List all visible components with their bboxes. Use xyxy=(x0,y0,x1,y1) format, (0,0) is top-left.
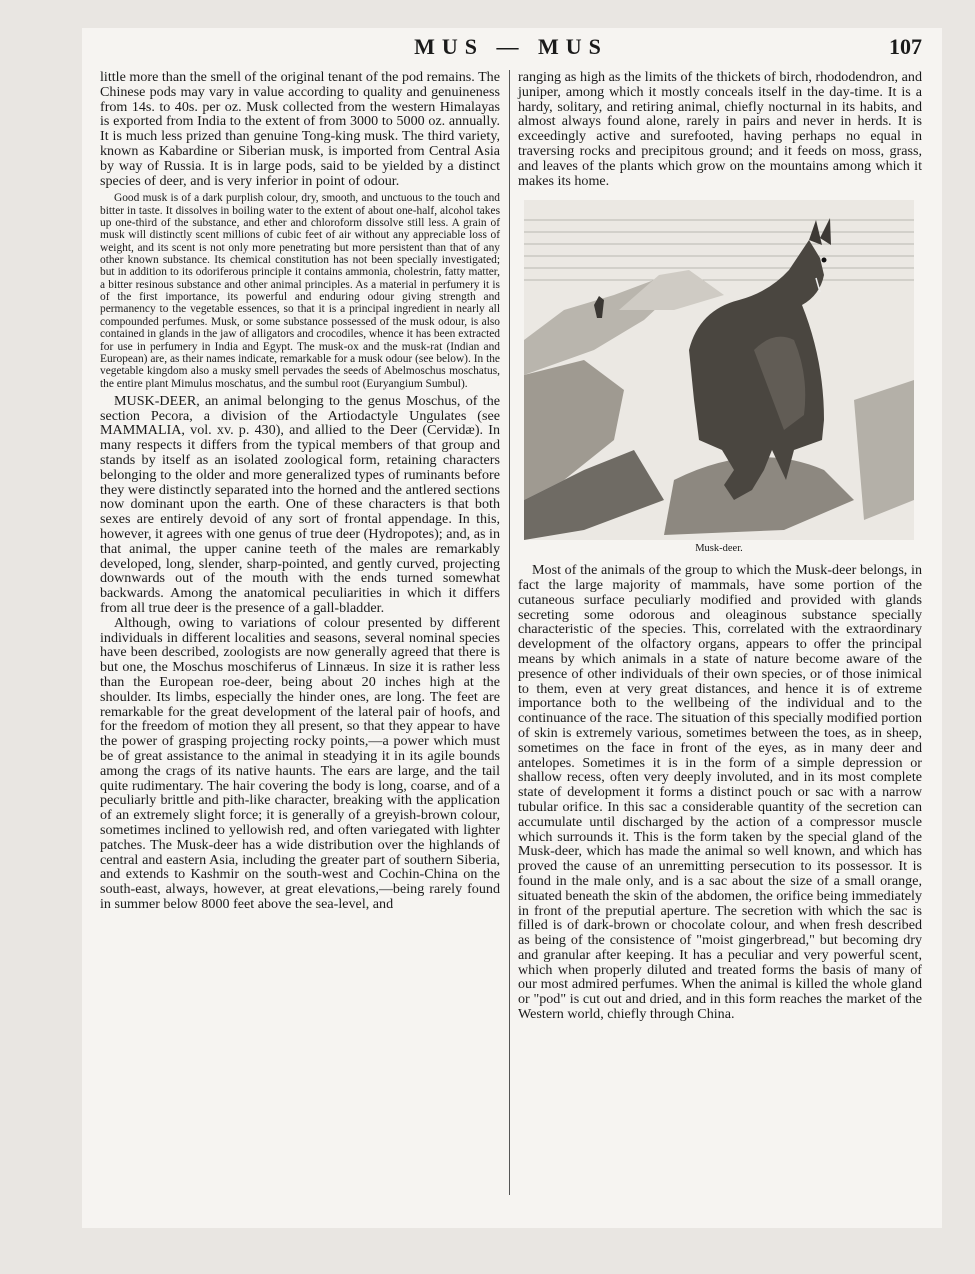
left-column xyxy=(100,70,500,912)
musk-deer-illustration xyxy=(524,200,914,557)
page-header xyxy=(100,34,922,62)
paragraph-musk-properties: Good musk is of a dark purplish colour, dry, smooth, and unctuous to the touch and bitter in taste. It dissolves in boiling water to the extent of about one-half, alcohol takes up one-third of the substance, and ether and chloroform dissolve still less. A grain of musk will distinctly scent millions of cubic feet of air without any appreciable loss of weight, and its scent is not only more penetrating but more persistent than that of any other known substance. Its chemical constitution has not been specially investigated; but in addition to its odoriferous principle it contains ammonia, cholestrin, fatty matter, a bitter resinous substance and other animal principles. As a material in perfumery it is of the first importance, its powerful and enduring odour giving strength and permanency to the vegetable essences, so that it is a principal ingredient in nearly all compounded perfumes. Musk, or some substance possessed of the musk odour, is also contained in glands in the jaw of alligators and crocodiles, whence it has been extracted for use in perfumery in India and Egypt. The musk-ox and the musk-rat (Indian and European) are, as their names indicate, remarkable for a musk odour (see below). In the vegetable kingdom also a musky smell pervades the seeds of Abelmoschus moschatus, the entire plant Mimulus moschatus, and the sumbul root (Euryangium Sumbul). xyxy=(100,192,500,390)
page-number: 107 xyxy=(889,34,922,59)
column-divider xyxy=(509,70,510,1195)
paragraph-musk-deer-description: Although, owing to variations of colour presented by different individuals in different localities and seasons, several nominal species have been described, zoologists are now generally agreed that there is but one, the Moschus moschiferus of Linnæus. In size it is rather less than the European roe-deer, being about 20 inches high at the shoulder. Its limbs, especially the hinder ones, are long. The feet are remarkable for the great development of the lateral pair of hoofs, and for the freedom of motion they all present, so that they appear to have the power of grasping projecting rocky points,—a power which must be of great assistance to the animal in steadying it in its agile bounds among the crags of its native haunts. The ears are large, and the tail quite rudimentary. The hair covering the body is long, coarse, and of a peculiarly brittle and pith-like character, breaking with the application of an extremely slight force; it is generally of a greyish-brown colour, sometimes inclined to yellowish red, and often variegated with lighter patches. The Musk-deer has a wide distribution over the highlands of central and eastern Asia, including the greater part of southern Siberia, and extends to Kashmir on the south-west and Cochin-China on the south-east, always, however, at great elevations,—being rarely found in summer below 8000 feet above the sea-level, and xyxy=(100,614,500,912)
paragraph-musk-gland: Most of the animals of the group to which the Musk-deer belongs, in fact the large majority of mammals, have some portion of the cutaneous surface peculiarly modified and provided with glands secreting some odorous and oleaginous substance specially characteristic of the species. This, correlated with the extraordinary development of the olfactory organs, appears to offer the principal means by which animals in a state of nature become aware of the presence of other individuals of their own species, or of those inimical to them, even at very great distances, and hence it is of extreme importance both to the wellbeing of the individual and to the continuance of the race. The situation of this specially modified portion of skin is extremely various, sometimes between the toes, as in sheep, sometimes on the face in front of the eyes, as in many deer and antelopes. Sometimes it is in the form of a simple depression or shallow recess, often very deeply involuted, and in its most complete state of development it forms a distinct pouch or sac with a narrow tubular orifice. In this sac a considerable quantity of the secretion can accumulate until discharged by the action of a compressor muscle which surrounds it. This is the form taken by the special gland of the Musk-deer, which has made the animal so well known, and which has proved the cause of an unremitting persecution to its possessor. It is found in the male only, and is a sac about the size of a small orange, situated beneath the skin of the abdomen, the orifice being immediately in front of the preputial aperture. The secretion with which the sac is filled is of dark-brown or chocolate colour, and when fresh described as being of the consistence of "moist gingerbread," but becoming dry and granular after keeping. It has a peculiar and very powerful scent, which when properly diluted and treated forms the basis of many of our most admired perfumes. When the animal is killed the whole gland or "pod" is cut out and dried, and in this form reaches the market of the Western world, chiefly through China. xyxy=(518,562,922,1023)
figure-caption: Musk-deer. xyxy=(695,543,743,555)
paragraph-musk-pods: little more than the smell of the original tenant of the pod remains. The Chinese pods may vary in value according to quality and genuineness from 14s. to 40s. per oz. Musk collected from the western Himalayas is exported from India to the extent of from 3000 to 5000 oz. annually. It is much less prized than genuine Tong-king musk. The third variety, known as Kabardine or Siberian musk, is imported from Central Asia by way of Russia. It is in large pods, said to be yielded by a distinct species of deer, and is very inferior in point of odour. xyxy=(100,69,500,189)
right-column xyxy=(518,70,922,1022)
musk-deer-engraving xyxy=(524,200,914,540)
paragraph-habitat: ranging as high as the limits of the thickets of birch, rhododendron, and juniper, among which it mostly conceals itself in the day-time. It is a hardy, solitary, and retiring animal, chiefly nocturnal in its habits, and almost always found alone, rarely in pairs and never in herds. It is exceedingly active and surefooted, having perhaps no equal in traversing rocks and precipitous ground; and it feeds on moss, grass, and leaves of the plants which grow on the mountains among which it makes its home. xyxy=(518,69,922,189)
running-head: MUS — MUS xyxy=(414,34,608,59)
paragraph-musk-deer-definition: MUSK-DEER, an animal belonging to the genus Moschus, of the section Pecora, a division of the Artiodactyle Ungulates (see MAMMALIA, vol. xv. p. 430), and allied to the Deer (Cervidæ). In many respects it differs from the typical members of that group and stands by itself as an isolated zoological form, retaining characters belonging to the older and more generalized types of ruminants before they were distinctly separated into the horned and the antlered sections now dominant upon the earth. One of these characters is that both sexes are entirely devoid of any sort of frontal appendage. In this, however, it agrees with one genus of true deer (Hydropotes); and, as in that animal, the upper canine teeth of the males are remarkably developed, long, slender, sharp-pointed, and gently curved, projecting downwards out of the mouth with the ends turned somewhat backwards. Among the anatomical peculiarities in which it differs from all true deer is the presence of a gall-bladder. xyxy=(100,392,500,617)
